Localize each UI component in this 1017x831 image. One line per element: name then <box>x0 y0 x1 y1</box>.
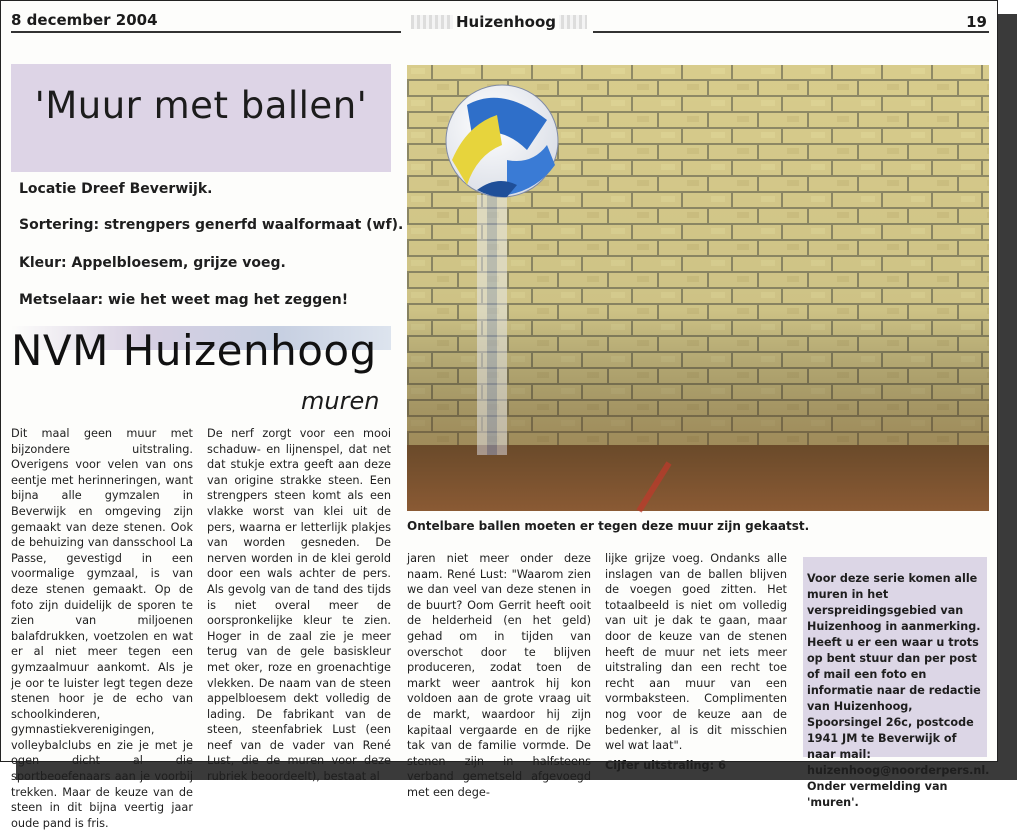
wall-photo <box>407 65 989 511</box>
column-3-text: jaren niet meer onder deze naam. René Lust: "Waarom zien we dan veel van deze stenen in de buurt? Oom Gerrit heeft ooit de helderheid (en het geld) gehad om in tijden van overschot door te blijven produceren, zodat toen de markt weer aantrok hij kon voldoen aan de grote vraag uit de markt, waardoor hij zijn kapitaal vergaarde en de rijke tak van de familie vormde. De stenen zijn in halfsteens verband gemetseld afgevoegd met een dege- <box>407 552 591 799</box>
header-rule-right <box>593 31 989 33</box>
article-column-3 <box>407 551 591 799</box>
info-color: Kleur: Appelbloesem, grijze voeg. <box>19 255 286 271</box>
header-masthead <box>405 9 589 35</box>
section-label: muren <box>301 387 380 415</box>
column-2-text: De nerf zorgt voor een mooi schaduw- en lijnenspel, dat net dat stukje extra geeft aan deze van origine strakke steen. Een strengpers steen komt als een vlakke worst van klei uit de pers, waarna er letterlijk plakjes van worden gesneden. De nerven worden in de klei gerold door een wals achter de pers. Als gevolg van de tand des tijds is niet overal meer de oorspronkelijke kleur te zien. Hoger in de zaal zie je meer terug van de gele basiskleur met oker, roze en groenachtige vlekken. De naam van de steen appelbloesem dekt volledig de lading. De fabrikant van de steen, steenfabriek Lust (een neef van de vader van René Lust, die de muren voor deze rubriek beoordeelt), bestaat al <box>207 427 391 784</box>
info-sorting: Sortering: strengpers generfd waalformaat (wf). <box>19 217 404 233</box>
header-date: 8 december 2004 <box>11 11 158 29</box>
header-title: Huizenhoog <box>453 13 559 31</box>
submission-text: Voor deze serie komen alle muren in het verspreidingsgebied van Huizenhoog in aanmerking. Heeft u er een waar u trots op bent stuur dan per post of mail een foto en informatie naar de redactie van Huizenhoog, Spoorsingel 26c, postcode 1941 JM te Beverwijk of naar mail: huizenhoog@noorderpers.nl. Onder vermelding van 'muren'. <box>807 572 990 809</box>
ball-motion-trail <box>477 195 507 455</box>
info-location: Locatie Dreef Beverwijk. <box>19 181 213 197</box>
article-column-1 <box>11 426 193 830</box>
rating: Cijfer uitstraling: 6 <box>605 758 726 772</box>
title-banner <box>11 64 391 172</box>
page-number: 19 <box>966 13 987 31</box>
volleyball <box>446 85 558 197</box>
brand-title: NVM Huizenhoog <box>11 326 377 375</box>
article-column-2 <box>207 426 391 784</box>
article-column-4 <box>605 551 787 772</box>
article-title: 'Muur met ballen' <box>34 84 368 127</box>
column-4-text: lijke grijze voeg. Ondanks alle inslagen van de ballen blijven de voegen goed zitten. Het totaalbeeld is niet om volledig van uit je dak te gaan, maar door de keuze van de stenen heeft de muur net iets meer uitstraling dan een recht toe recht aan muur van een vormbaksteen. Complimenten nog voor de keuze aan de bedenker, al is dit misschien wel wat laat". <box>605 552 787 753</box>
column-1-text: Dit maal geen muur met bijzondere uitstraling. Overigens voor velen van ons eentje met herinneringen, want bijna alle gymzalen in Beverwijk en omgeving zijn gemaakt van deze stenen. Ook de behuizing van dansschool La Passe, gevestigd in een voormalige gymzaal, is van deze stenen gemaakt. Op de foto zijn duidelijk de sporen te zien van miljoenen balafdrukken, voetzolen en wat er al niet meer tegen een gymzaalmuur aankomt. Als je je oor te luister legt tegen deze stenen hoor je de echo van schoolkinderen, gymnastiekverenigingen, volleybalclubs en zie je met je ogen dicht al die sportbeoefenaars aan je voorbij trekken. Maar de keuze van de steen in dit bijna veertig jaar oude pand is fris. <box>11 427 193 830</box>
header-rule-left <box>11 31 401 33</box>
submission-box <box>803 557 990 809</box>
info-mason: Metselaar: wie het weet mag het zeggen! <box>19 292 349 308</box>
photo-caption: Ontelbare ballen moeten er tegen deze muur zijn gekaatst. <box>407 519 810 533</box>
